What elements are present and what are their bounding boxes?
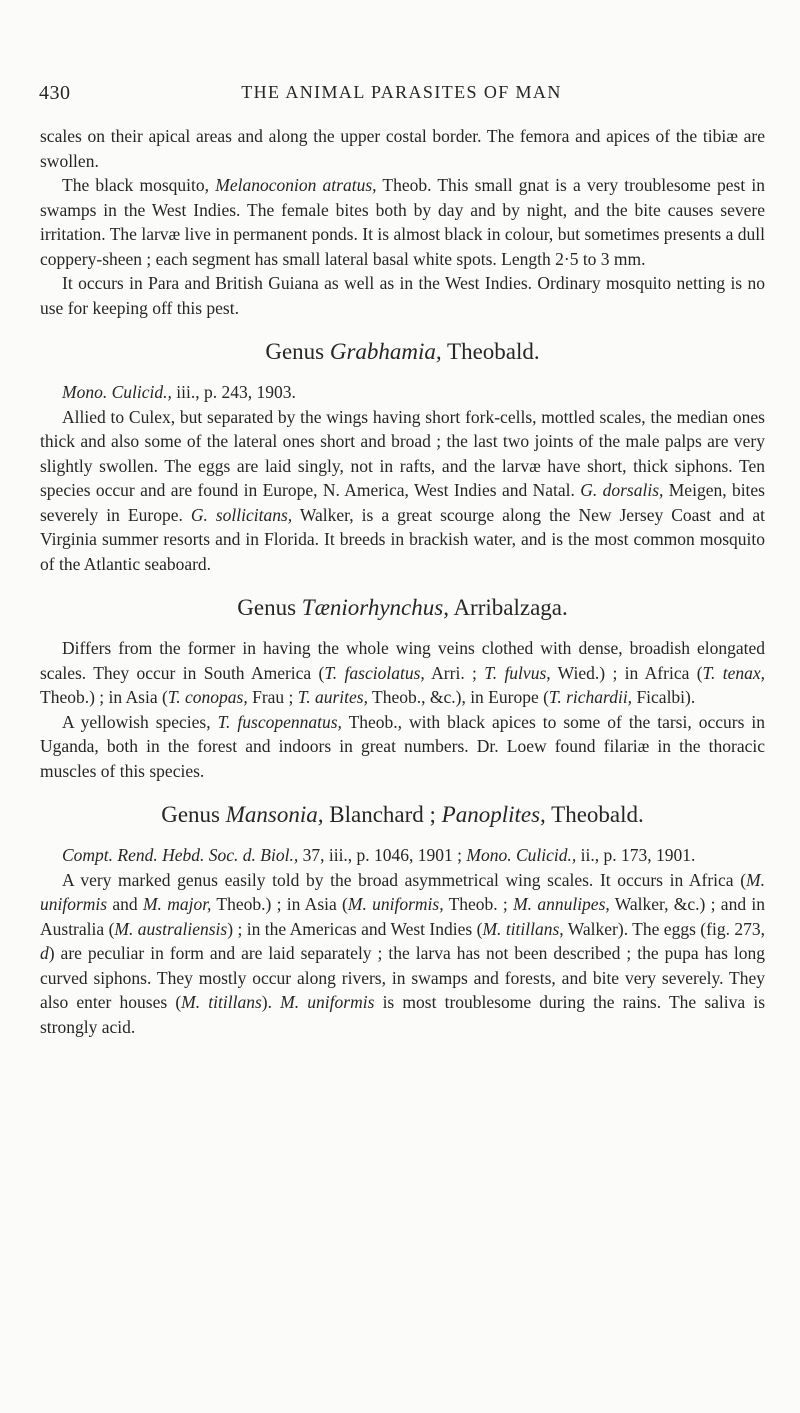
page-body [40, 124, 765, 1039]
paragraph-black-mosquito: The black mosquito, Melanoconion atratus, Theob. This small gnat is a very troublesome pest in swamps in the West Indies. The female bites both by day and by night, and the bite causes severe irritation. The larvæ live in permanent ponds. It is almost black in colour, but sometimes presents a dull coppery-sheen ; each segment has small lateral basal white spots. Length 2·5 to 3 mm. [40, 175, 765, 269]
reference-grabhamia: Mono. Culicid., iii., p. 243, 1903. [62, 382, 296, 402]
running-head [39, 82, 764, 112]
reference-mansonia: Compt. Rend. Hebd. Soc. d. Biol., 37, iii., p. 1046, 1901 ; Mono. Culicid., ii., p. 173, 1901. [62, 845, 696, 865]
paragraph-continued: scales on their apical areas and along the upper costal border. The femora and apices of the tibiæ are swollen. [40, 126, 765, 171]
running-title: THE ANIMAL PARASITES OF MAN [241, 82, 562, 102]
species-name: Melanoconion atratus, [215, 175, 377, 195]
paragraph-fuscopennatus: A yellowish species, T. fuscopennatus, Theob., with black apices to some of the tarsi, occurs in Uganda, both in the forest and indoors in great numbers. Dr. Loew found filariæ in the thoracic muscles of this species. [40, 711, 765, 781]
paragraph-distribution: It occurs in Para and British Guiana as well as in the West Indies. Ordinary mosquito netting is no use for keeping off this pest. [40, 273, 765, 318]
heading-genus-grabhamia: Genus Grabhamia, Theobald. [265, 339, 540, 364]
paragraph-taeniorhynchus: Differs from the former in having the whole wing veins clothed with dense, broadish elongated scales. They occur in South America (T. fasciolatus, Arri. ; T. fulvus, Wied.) ; in Africa (T. tenax, Theob.) ; in Asia (T. conopas, Frau ; T. aurites, Theob., &c.), in Europe (T. richardii, Ficalbi). [40, 638, 765, 707]
heading-genus-taeniorhynchus: Genus Tæniorhynchus, Arribalzaga. [237, 595, 568, 620]
paragraph-mansonia: A very marked genus easily told by the broad asymmetrical wing scales. It occurs in Africa (M. uniformis and M. major, Theob.) ; in Asia (M. uniformis, Theob. ; M. annulipes, Walker, &c.) ; and in Australia (M. australiensis) ; in the Americas and West Indies (M. titillans, Walker). The eggs (fig. 273, d) are peculiar in form and are laid separately ; the larva has not been described ; the pupa has long curved siphons. They mostly occur along rivers, in swamps and forests, and bite very severely. They also enter houses (M. titillans). M. uniformis is most troublesome during the rains. The saliva is strongly acid. [40, 869, 766, 1037]
paragraph-grabhamia: Allied to Culex, but separated by the wings having short fork-cells, mottled scales, the median ones thick and also some of the lateral ones short and broad ; the last two joints of the male palps are very slightly swollen. The eggs are laid singly, not in rafts, and the larvæ have short, thick siphons. Ten species occur and are found in Europe, N. America, West Indies and Natal. G. dorsalis, Meigen, bites severely in Europe. G. sollicitans, Walker, is a great scourge along the New Jersey Coast and at Virginia summer resorts and in Florida. It breeds in brackish water, and is the most common mosquito of the Atlantic seaboard. [40, 406, 765, 574]
heading-genus-mansonia: Genus Mansonia, Blanchard ; Panoplites, Theobald. [161, 802, 644, 827]
page-number: 430 [39, 82, 71, 104]
